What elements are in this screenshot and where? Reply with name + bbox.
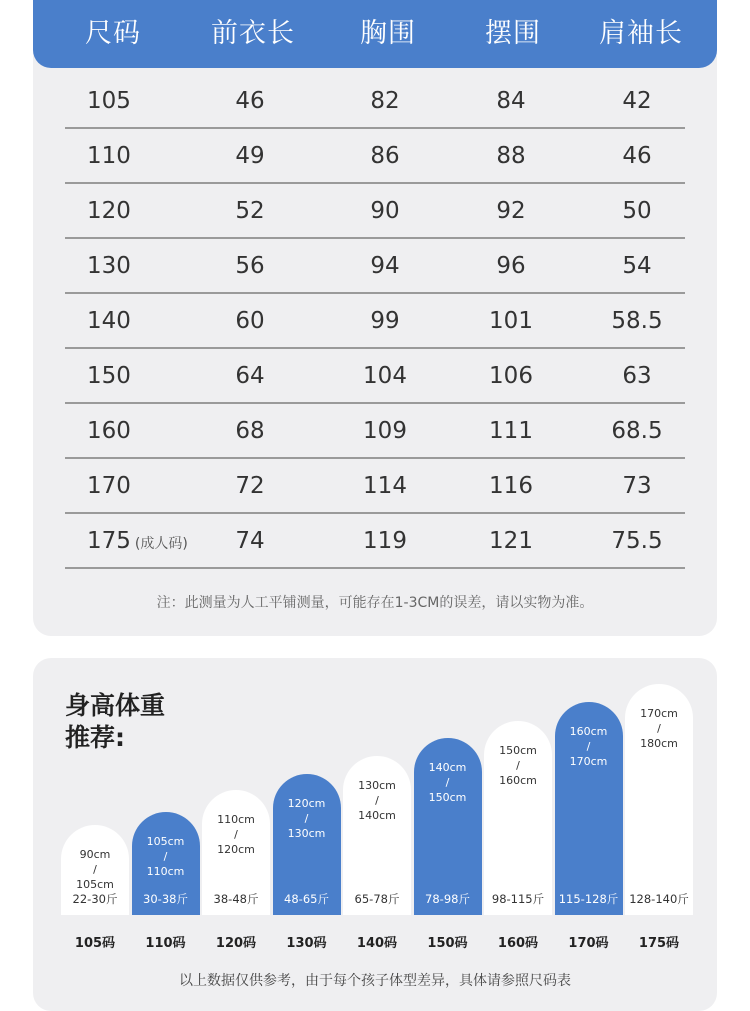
- cell-hem-value: 116: [489, 473, 533, 499]
- height-bar: [343, 756, 411, 915]
- cell-shoulder-sleeve-value: 58.5: [611, 308, 663, 334]
- height-to: 110cm: [146, 865, 185, 878]
- cell-size: [65, 514, 205, 569]
- recommendation-title-line2: 推荐:: [65, 723, 125, 752]
- cell-shoulder-sleeve-value: 75.5: [611, 528, 663, 554]
- cell-front-length-value: 74: [235, 528, 265, 554]
- cell-front-length-value: 72: [235, 473, 265, 499]
- cell-front-length: [195, 74, 305, 129]
- cell-chest-value: 104: [363, 363, 407, 389]
- height-range: [414, 738, 482, 805]
- height-from: 170cm: [640, 707, 678, 720]
- cell-shoulder-sleeve: [582, 294, 692, 349]
- weight-range: 22-30斤: [72, 892, 118, 906]
- height-separator: /: [516, 759, 520, 772]
- height-bar: [273, 774, 341, 915]
- cell-chest-value: 109: [363, 418, 407, 444]
- cell-chest-value: 119: [363, 528, 407, 554]
- cell-shoulder-sleeve: [582, 129, 692, 184]
- weight-range: 65-78斤: [354, 892, 400, 906]
- header-size: 尺码: [85, 18, 141, 49]
- height-to: 180cm: [640, 737, 678, 750]
- cell-chest: [330, 239, 440, 294]
- cell-hem: [456, 404, 566, 459]
- height-bar: [625, 684, 693, 915]
- cell-chest: [330, 294, 440, 349]
- recommendation-note: 以上数据仅供参考，由于每个孩子体型差异，具体请参照尺码表: [179, 973, 571, 989]
- cell-chest-value: 86: [370, 143, 400, 169]
- size-label: 120码: [215, 936, 257, 951]
- cell-shoulder-sleeve-value: 50: [622, 198, 652, 224]
- cell-hem: [456, 74, 566, 129]
- height-separator: /: [93, 863, 97, 876]
- height-separator: /: [445, 776, 450, 789]
- cell-size-value: 150: [87, 363, 131, 389]
- cell-size: [65, 349, 205, 404]
- height-separator: /: [304, 812, 309, 825]
- cell-hem-value: 88: [496, 143, 526, 169]
- header-shoulder-sleeve: 肩袖长: [599, 18, 683, 49]
- cell-hem: [456, 239, 566, 294]
- cell-shoulder-sleeve-value: 68.5: [611, 418, 663, 444]
- cell-chest-value: 99: [370, 308, 400, 334]
- height-from: 90cm: [79, 848, 111, 861]
- height-to: 140cm: [358, 809, 396, 822]
- cell-chest: [330, 129, 440, 184]
- cell-front-length-value: 60: [235, 308, 265, 334]
- height-from: 140cm: [428, 761, 467, 774]
- cell-shoulder-sleeve: [582, 404, 692, 459]
- cell-front-length: [195, 459, 305, 514]
- cell-size: [65, 74, 205, 129]
- cell-hem: [456, 514, 566, 569]
- cell-front-length-value: 52: [235, 198, 265, 224]
- height-range: [202, 790, 270, 857]
- cell-size-value: 120: [87, 198, 131, 224]
- weight-range: 128-140斤: [629, 892, 689, 906]
- height-from: 105cm: [146, 835, 185, 848]
- height-from: 150cm: [499, 744, 537, 757]
- cell-chest-value: 94: [370, 253, 400, 279]
- height-from: 130cm: [358, 779, 396, 792]
- height-to: 160cm: [499, 774, 537, 787]
- cell-chest: [330, 404, 440, 459]
- height-range: [484, 721, 552, 788]
- height-to: 120cm: [217, 843, 255, 856]
- height-bar: [132, 812, 200, 915]
- size-label: 140码: [356, 936, 398, 951]
- cell-chest: [330, 349, 440, 404]
- table-row: [65, 74, 685, 129]
- height-to: 170cm: [569, 755, 608, 768]
- height-weight-card: [33, 658, 717, 1011]
- height-range: [343, 756, 411, 823]
- height-range: [625, 684, 693, 751]
- cell-shoulder-sleeve-value: 63: [622, 363, 652, 389]
- table-note: 注：此测量为人工平铺测量，可能存在1-3CM的误差，请以实物为准。: [156, 595, 594, 611]
- cell-size-value: 170: [87, 473, 131, 499]
- height-separator: /: [234, 828, 238, 841]
- cell-size: [65, 294, 205, 349]
- cell-front-length: [195, 129, 305, 184]
- cell-hem: [456, 184, 566, 239]
- height-separator: /: [657, 722, 661, 735]
- cell-chest: [330, 514, 440, 569]
- cell-hem-value: 96: [496, 253, 526, 279]
- cell-shoulder-sleeve-value: 42: [622, 88, 652, 114]
- cell-size-value: 130: [87, 253, 131, 279]
- cell-chest: [330, 459, 440, 514]
- cell-hem-value: 92: [496, 198, 526, 224]
- cell-shoulder-sleeve: [582, 184, 692, 239]
- height-bar: [61, 825, 129, 915]
- cell-size: [65, 184, 205, 239]
- table-row: [65, 404, 685, 459]
- cell-front-length-value: 68: [235, 418, 265, 444]
- height-separator: /: [586, 740, 591, 753]
- weight-range: 48-65斤: [284, 892, 329, 906]
- cell-front-length: [195, 294, 305, 349]
- cell-hem-value: 121: [489, 528, 533, 554]
- height-range: [61, 825, 129, 892]
- cell-size-value: 175: [87, 528, 131, 554]
- table-row: [65, 514, 685, 569]
- height-to: 130cm: [287, 827, 326, 840]
- cell-shoulder-sleeve-value: 54: [622, 253, 652, 279]
- height-from: 160cm: [569, 725, 608, 738]
- height-range: [555, 702, 623, 769]
- cell-front-length-value: 46: [235, 88, 265, 114]
- table-row: [65, 459, 685, 514]
- cell-chest-value: 90: [370, 198, 400, 224]
- cell-chest-value: 82: [370, 88, 400, 114]
- height-bar: [414, 738, 482, 915]
- cell-shoulder-sleeve: [582, 74, 692, 129]
- table-row: [65, 349, 685, 404]
- cell-front-length: [195, 349, 305, 404]
- header-hem: 摆围: [485, 18, 541, 49]
- cell-chest: [330, 184, 440, 239]
- cell-hem: [456, 459, 566, 514]
- cell-front-length: [195, 404, 305, 459]
- cell-size: [65, 239, 205, 294]
- weight-range: 98-115斤: [491, 892, 545, 906]
- weight-range: 38-48斤: [213, 892, 259, 906]
- cell-hem-value: 106: [489, 363, 533, 389]
- recommendation-title-line1: 身高体重: [65, 691, 166, 720]
- size-label: 160码: [497, 936, 539, 951]
- cell-shoulder-sleeve: [582, 459, 692, 514]
- weight-range: 115-128斤: [558, 892, 619, 906]
- cell-front-length-value: 49: [235, 143, 265, 169]
- size-label: 130码: [286, 936, 327, 951]
- cell-size: [65, 404, 205, 459]
- height-separator: /: [163, 850, 168, 863]
- recommendation-title: [65, 690, 165, 754]
- cell-front-length: [195, 514, 305, 569]
- height-bar: [202, 790, 270, 915]
- height-bar: [555, 702, 623, 915]
- height-from: 110cm: [217, 813, 255, 826]
- cell-front-length: [195, 239, 305, 294]
- cell-chest-value: 114: [363, 473, 407, 499]
- header-chest: 胸围: [360, 18, 416, 49]
- cell-size-value: 140: [87, 308, 131, 334]
- size-label: 170码: [568, 936, 609, 951]
- height-to: 150cm: [428, 791, 467, 804]
- cell-hem-value: 84: [496, 88, 526, 114]
- cell-front-length-value: 56: [235, 253, 265, 279]
- weight-range: 78-98斤: [425, 892, 470, 906]
- height-from: 120cm: [287, 797, 326, 810]
- weight-range: 30-38斤: [143, 892, 188, 906]
- size-label: 150码: [427, 936, 468, 951]
- height-to: 105cm: [76, 878, 114, 891]
- cell-shoulder-sleeve-value: 73: [622, 473, 652, 499]
- height-range: [273, 774, 341, 841]
- cell-hem: [456, 129, 566, 184]
- table-row: [65, 129, 685, 184]
- size-label: 110码: [145, 936, 186, 951]
- cell-chest: [330, 74, 440, 129]
- header-front-length: 前衣长: [211, 18, 295, 49]
- height-range: [132, 812, 200, 879]
- cell-size-value: 160: [87, 418, 131, 444]
- table-row: [65, 184, 685, 239]
- cell-size-value: 105: [87, 88, 131, 114]
- cell-size: [65, 459, 205, 514]
- cell-shoulder-sleeve: [582, 349, 692, 404]
- cell-hem: [456, 349, 566, 404]
- cell-shoulder-sleeve-value: 46: [622, 143, 652, 169]
- cell-hem-value: 101: [489, 308, 533, 334]
- cell-size-value: 110: [87, 143, 131, 169]
- cell-front-length: [195, 184, 305, 239]
- table-row: [65, 294, 685, 349]
- size-label: 105码: [74, 936, 116, 951]
- cell-hem: [456, 294, 566, 349]
- table-row: [65, 239, 685, 294]
- height-separator: /: [375, 794, 379, 807]
- size-label: 175码: [638, 936, 680, 951]
- cell-front-length-value: 64: [235, 363, 265, 389]
- cell-shoulder-sleeve: [582, 239, 692, 294]
- cell-shoulder-sleeve: [582, 514, 692, 569]
- size-table-card: [33, 0, 717, 636]
- size-note: (成人码): [134, 536, 188, 552]
- height-bar: [484, 721, 552, 915]
- cell-hem-value: 111: [489, 418, 533, 444]
- size-table-header: [33, 0, 717, 68]
- cell-size: [65, 129, 205, 184]
